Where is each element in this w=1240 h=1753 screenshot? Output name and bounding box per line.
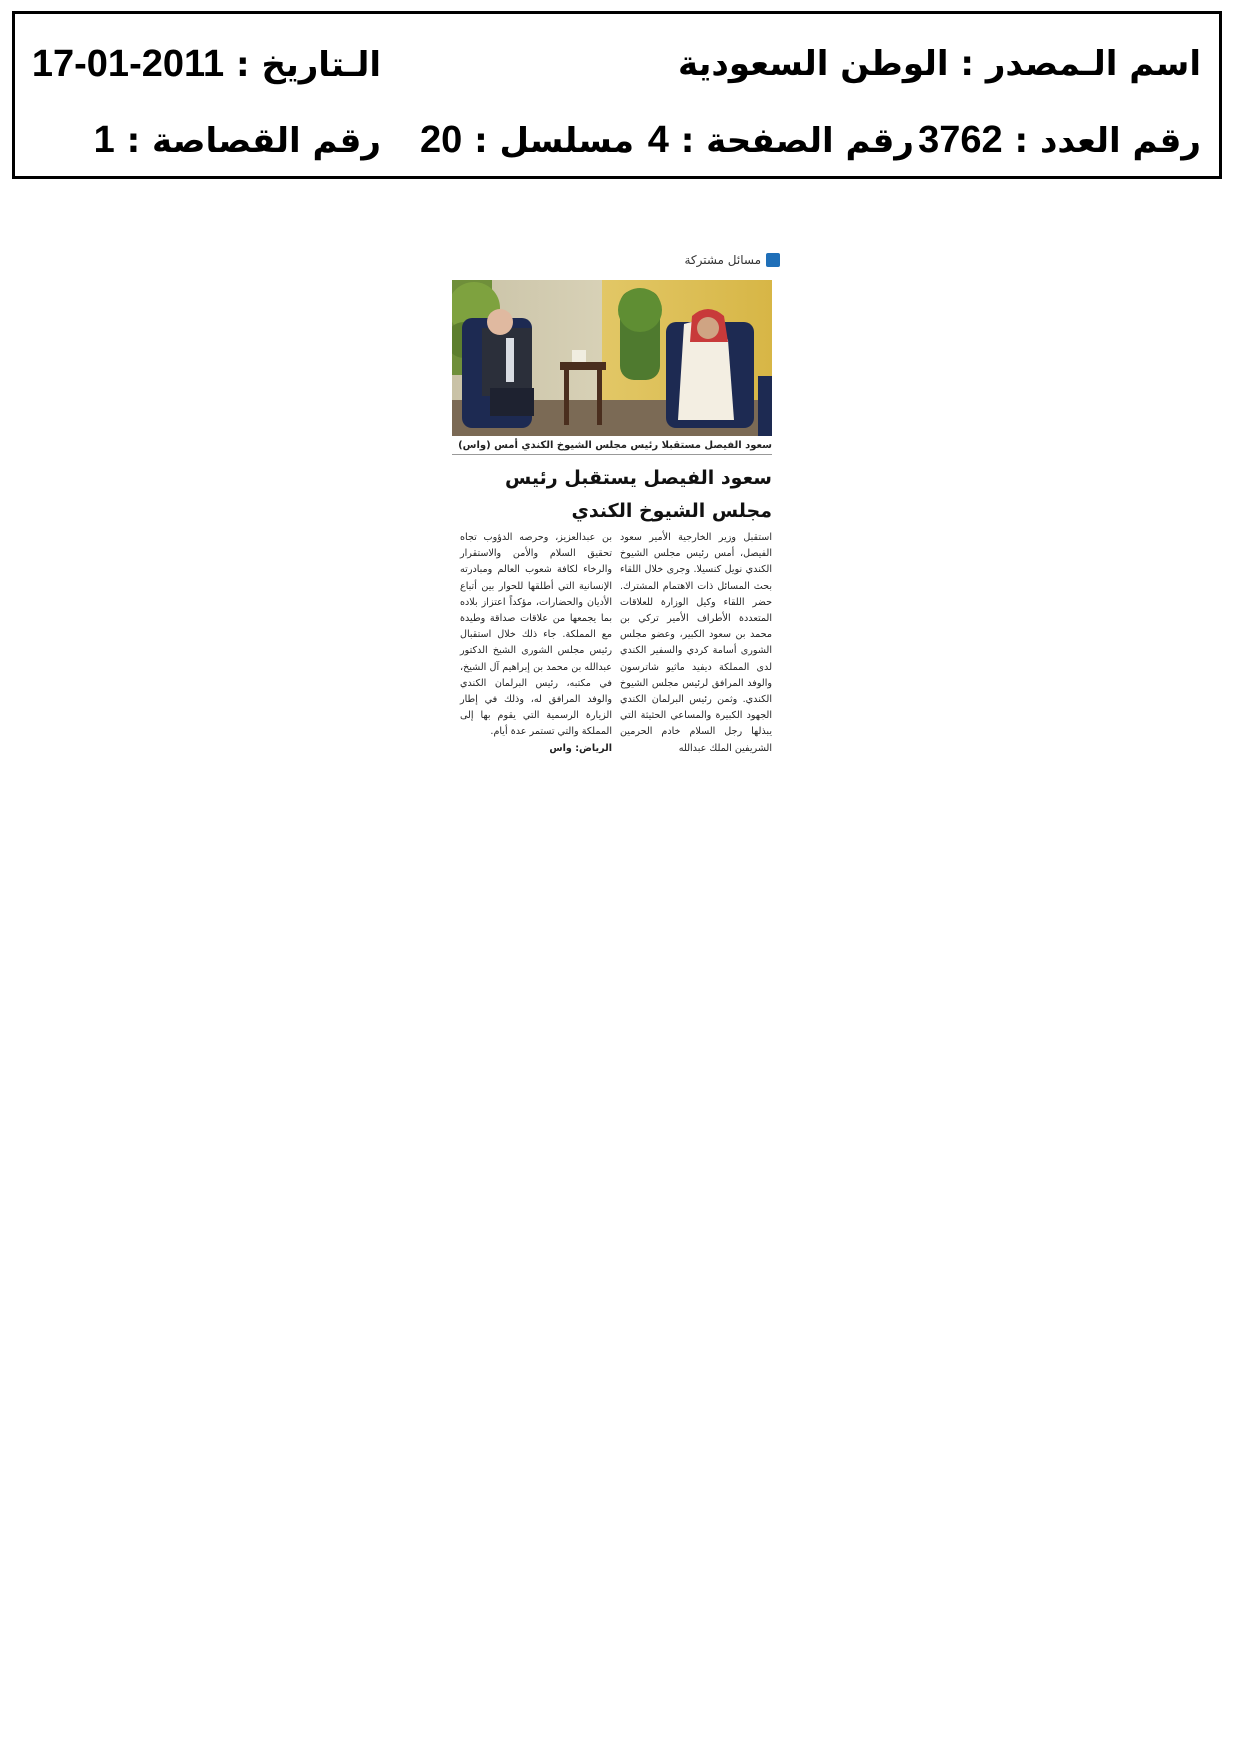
page-field — [648, 120, 914, 161]
clipping-header-box — [12, 11, 1222, 179]
headline-line-1: سعود الفيصل يستقبل رئيس — [505, 467, 772, 489]
article-byline: الرياض: واس — [549, 742, 612, 754]
serial-value: 20 — [419, 119, 463, 161]
column-left-text: بن عبدالعزيز، وحرصه الدؤوب تجاه تحقيق السلام والأمن والاستقرار والرخاء لكافة شعوب العالم ومبادرته الإنسانية التي أطلقها للحوار بين أتباع الأديان والحضارات، مؤكداً اعتزاز بلاده بما يجمعها من علاقات صداقة وطيدة مع المملكة. جاء ذلك خلال استقبال رئيس مجلس الشورى الشيخ الدكتور عبدالله بن محمد بن إبراهيم آل الشيخ، في مكتبه، رئيس البرلمان الكندي والوفد المرافق له، وذلك في إطار الزيارة الرسمية التي يقوم بها إلى المملكة والتي تستمر عدة أيام. — [460, 532, 612, 738]
date-label: الـتاريخ : — [236, 45, 381, 85]
source-value: الوطن السعودية — [678, 44, 949, 84]
article-column-right: استقبل وزير الخارجية الأمير سعود الفيصل، أمس رئيس مجلس الشيوخ الكندي نويل كنسيلا. وجرى خلال اللقاء بحث المسائل ذات الاهتمام المشترك. حضر اللقاء وكيل الوزارة للعلاقات المتعددة الأطراف الأمير تركي بن محمد بن سعود الكبير، وعضو مجلس الشورى أسامة كردي والسفير الكندي لدى المملكة ديفيد ماثيو شاترسون والوفد المرافق لرئيس مجلس الشيوخ الكندي. وثمن رئيس البرلمان الكندي الجهود الكبيرة والمساعي الحثيثة التي يبذلها رجل السلام خادم الحرمين الشريفين الملك عبدالله — [620, 532, 772, 754]
date-field — [32, 44, 381, 85]
page-value: 4 — [647, 119, 669, 161]
clip-number-value: 1 — [93, 119, 115, 161]
headline-line-2: مجلس الشيوخ الكندي — [571, 500, 772, 522]
article-photo — [452, 280, 772, 436]
photo-caption: سعود الفيصل مستقبلا رئيس مجلس الشيوخ الكندي أمس (واس) — [452, 440, 772, 455]
clip-number-label: رقم القصاصة : — [126, 121, 381, 161]
serial-field — [420, 120, 634, 161]
issue-label: رقم العدد : — [1014, 121, 1201, 161]
meeting-photo-image — [452, 280, 772, 436]
page-label: رقم الصفحة : — [680, 121, 914, 161]
issue-value: 3762 — [918, 119, 1003, 161]
section-tag — [684, 253, 780, 267]
newspaper-clipping — [452, 244, 780, 796]
source-field — [678, 44, 1201, 84]
article-column-left — [460, 530, 612, 757]
issue-field — [918, 120, 1201, 161]
date-value: 2011-01-17 — [31, 43, 225, 85]
article-headline — [452, 462, 772, 528]
section-square-icon — [766, 253, 780, 267]
section-label: مسائل مشتركة — [684, 253, 761, 267]
serial-label: مسلسل : — [474, 121, 634, 161]
clip-number-field — [94, 120, 381, 161]
source-label: اسم الـمصدر : — [960, 44, 1201, 84]
